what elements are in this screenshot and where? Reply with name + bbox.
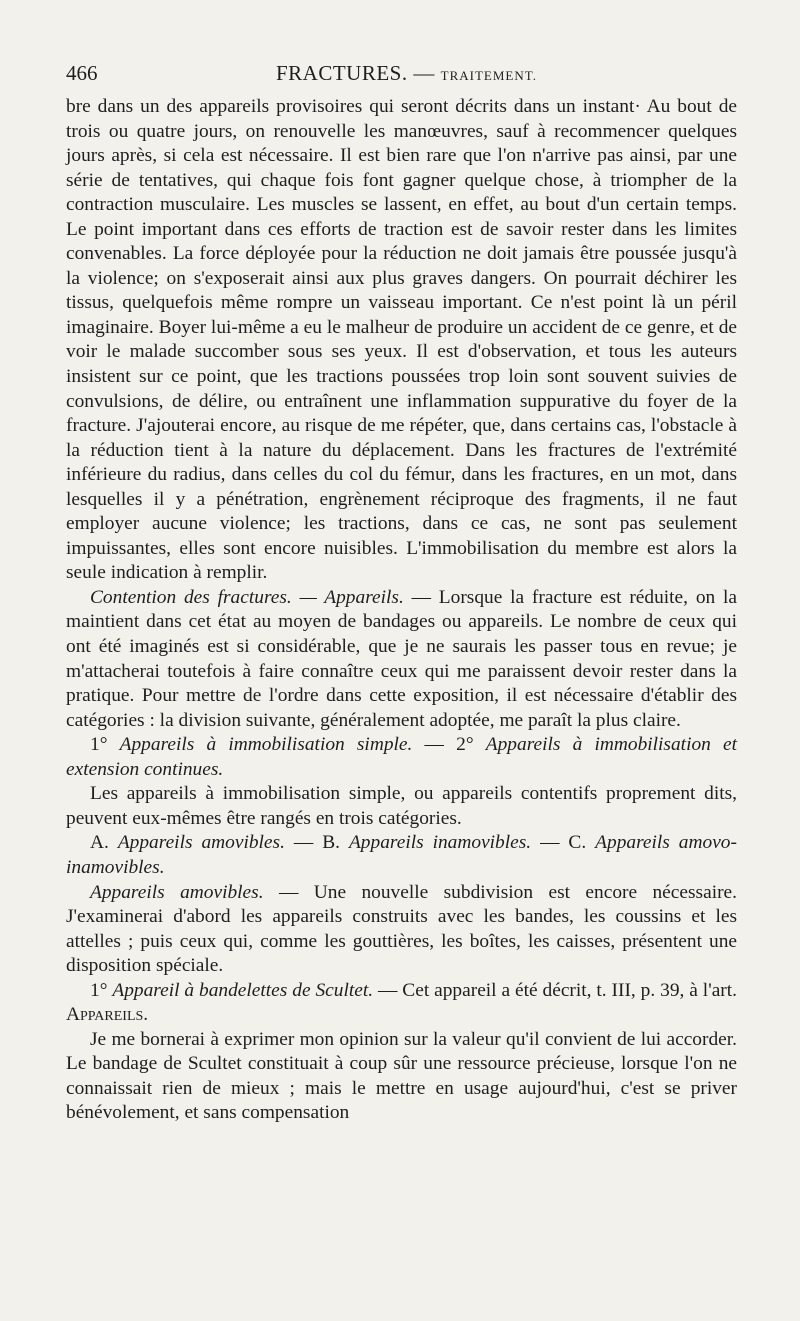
section-heading-amovibles: Appareils amovibles. <box>90 881 264 903</box>
category-immobilisation-simple: Appareils à immobilisation simple. <box>119 734 413 756</box>
paragraph-scultet <box>66 979 737 1028</box>
subcategory-amovibles: Appareils amovibles. <box>117 832 285 854</box>
section-heading-scultet: Appareil à bandelettes de Scultet. <box>112 979 374 1001</box>
paragraph-contention <box>66 586 737 733</box>
header-separator: — <box>407 61 441 85</box>
paragraph-opinion: Je me bornerai à exprimer mon opinion sur la valeur qu'il convient de lui accorder. Le bandage de Scultet constituait à coup sûr une ressource précieuse, lorsque l'on ne connaissait rien de mieux ; mais le mettre en usage aujourd'hui, c'est se priver bénévolement, et sans compensation <box>66 1028 737 1124</box>
paragraph-amovibles-text: — Une nouvelle subdivision est encore nécessaire. J'examinerai d'abord les appareils construits avec les bandes, les coussins et les attelles ; puis ceux qui, comme les gouttières, les boîtes, les caisses, présentent une disposition spéciale. <box>66 881 737 977</box>
paragraph-contention-text: — Lorsque la fracture est réduite, on la maintient dans cet état au moyen de bandages ou appareils. Le nombre de ceux qui ont été imaginés est si considérable, que je ne saurais les passer tous en revue; je m'attacherai toutefois à faire connaître ceux qui me paraissent devoir rester dans la pratique. Pour mettre de l'ordre dans cette exposition, il est nécessaire d'établir des catégories : la division suivante, généralement adoptée, me paraît la plus claire. <box>66 586 737 731</box>
item-number-2: 2° <box>456 734 474 756</box>
item-number-1: 1° <box>90 734 108 756</box>
page-number: 466 <box>66 61 98 85</box>
subcategory-inamovibles: Appareils inamovibles. <box>348 832 532 854</box>
paragraph-contentifs: Les appareils à immobilisation simple, ou appareils contentifs proprement dits, peuvent eux-mêmes être rangés en trois catégories. <box>66 783 737 829</box>
subcategory-amovo-inamovibles: Appareils amovo-inamovibles. <box>66 832 737 878</box>
label-b: — B. <box>284 832 340 854</box>
label-a: A. <box>90 832 109 854</box>
item-number-scultet: 1° <box>90 979 108 1001</box>
section-subtitle: TRAITEMENT. <box>440 68 537 83</box>
chapter-title: FRACTURES. <box>276 61 408 85</box>
running-title <box>276 58 537 91</box>
cross-reference-appareils: Appareils. <box>66 1004 149 1026</box>
paragraph-classification <box>66 733 737 782</box>
paragraph-amovibles <box>66 881 737 979</box>
label-c: — C. <box>531 832 587 854</box>
paragraph-scultet-text: — Cet appareil a été décrit, t. III, p. 39, à l'art. <box>373 979 737 1001</box>
paragraph-subcategories <box>66 831 737 880</box>
running-header <box>66 58 736 88</box>
paragraph-reduction: bre dans un des appareils provisoires qui seront décrits dans un instant· Au bout de trois ou quatre jours, on renouvelle les manœuvres, sauf à recommencer quelques jours après, si cela est nécessaire. Il est bien rare que l'on n'arrive pas ainsi, par une série de tentatives, qui chaque fois font gagner quelque chose, à triompher de la contraction musculaire. Les muscles se lassent, en effet, au bout d'un certain temps. Le point important dans ces efforts de traction est de savoir rester dans les limites convenables. La force déployée pour la réduction ne doit jamais être poussée jusqu'à la violence; on s'exposerait ainsi aux plus graves dangers. On pourrait déchirer les tissus, quelquefois même rompre un vaisseau important. Ce n'est point là un péril imaginaire. Boyer lui-même a eu le malheur de produire un accident de ce genre, et de voir le malade succomber sous ses yeux. Il est d'observation, et tous les auteurs insistent sur ce point, que les tractions poussées trop loin sont souvent suivies de convulsions, de délire, ou entraînent une inflammation suppurative du foyer de la fracture. J'ajouterai encore, au risque de me répéter, que, dans certains cas, l'obstacle à la réduction tient à la nature du déplacement. Dans les fractures de l'extrémité inférieure du radius, dans celles du col du fémur, dans les fractures, en un mot, dans lesquelles il y a pénétration, engrènement réciproque des fragments, il ne faut employer aucune violence; les tractions, dans ce cas, ne sont pas seulement impuissantes, elles sont encore nuisibles. L'immobilisation du membre est alors la seule indication à remplir. <box>66 96 737 584</box>
body-text <box>66 95 737 1126</box>
category-immobilisation-extension: Appareils à immobilisation et extension continues. <box>66 734 738 780</box>
section-heading-contention: Contention des fractures. — Appareils. <box>90 586 404 608</box>
category-separator: — <box>412 734 457 756</box>
